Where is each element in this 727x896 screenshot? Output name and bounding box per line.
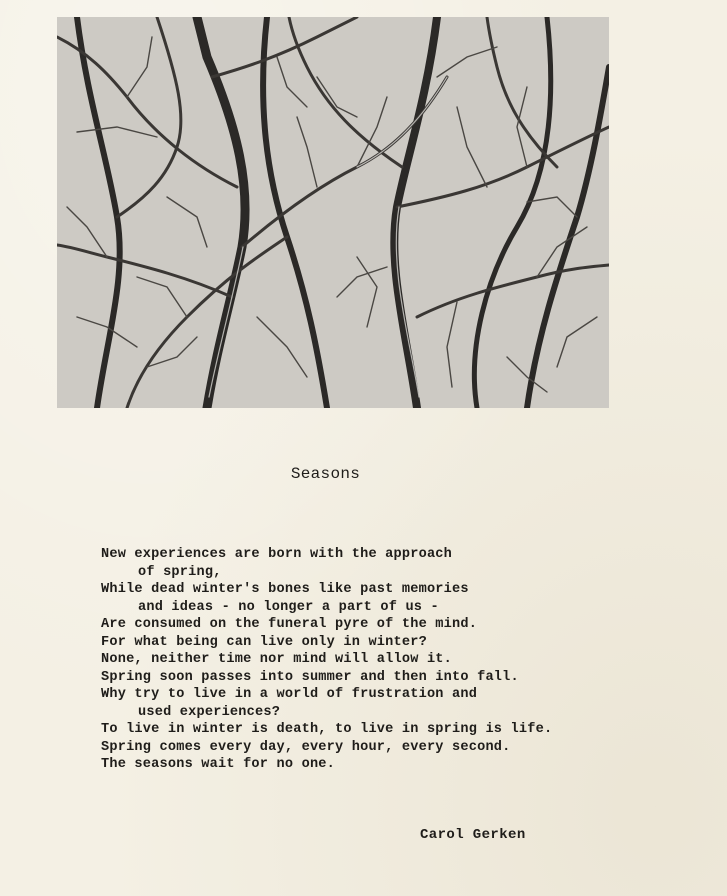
poem-line: of spring,: [138, 564, 222, 580]
author-name: Carol Gerken: [420, 827, 526, 843]
branches-illustration: [57, 17, 609, 408]
bare-tree-branches-photo: [57, 17, 609, 408]
poem-line: The seasons wait for no one.: [101, 757, 336, 772]
poem-line: Are consumed on the funeral pyre of the mind.: [101, 617, 478, 632]
poem-line: used experiences?: [138, 704, 281, 720]
poem-line: None, neither time nor mind will allow it.: [101, 652, 453, 667]
poem-line: For what being can live only in winter?: [101, 634, 427, 650]
poem-line: While dead winter's bones like past memories: [101, 582, 469, 597]
poem-line: Spring soon passes into summer and then into fall.: [101, 669, 519, 685]
poem-title: Seasons: [290, 465, 361, 483]
poem-line: and ideas - no longer a part of us -: [138, 599, 439, 615]
poem-body: [101, 546, 701, 774]
poem-line: New experiences are born with the approach: [101, 547, 453, 562]
poem-line: Why try to live in a world of frustration and: [101, 687, 478, 702]
poem-line: Spring comes every day, every hour, every second.: [101, 739, 511, 755]
poem-line: To live in winter is death, to live in spring is life.: [101, 722, 553, 737]
